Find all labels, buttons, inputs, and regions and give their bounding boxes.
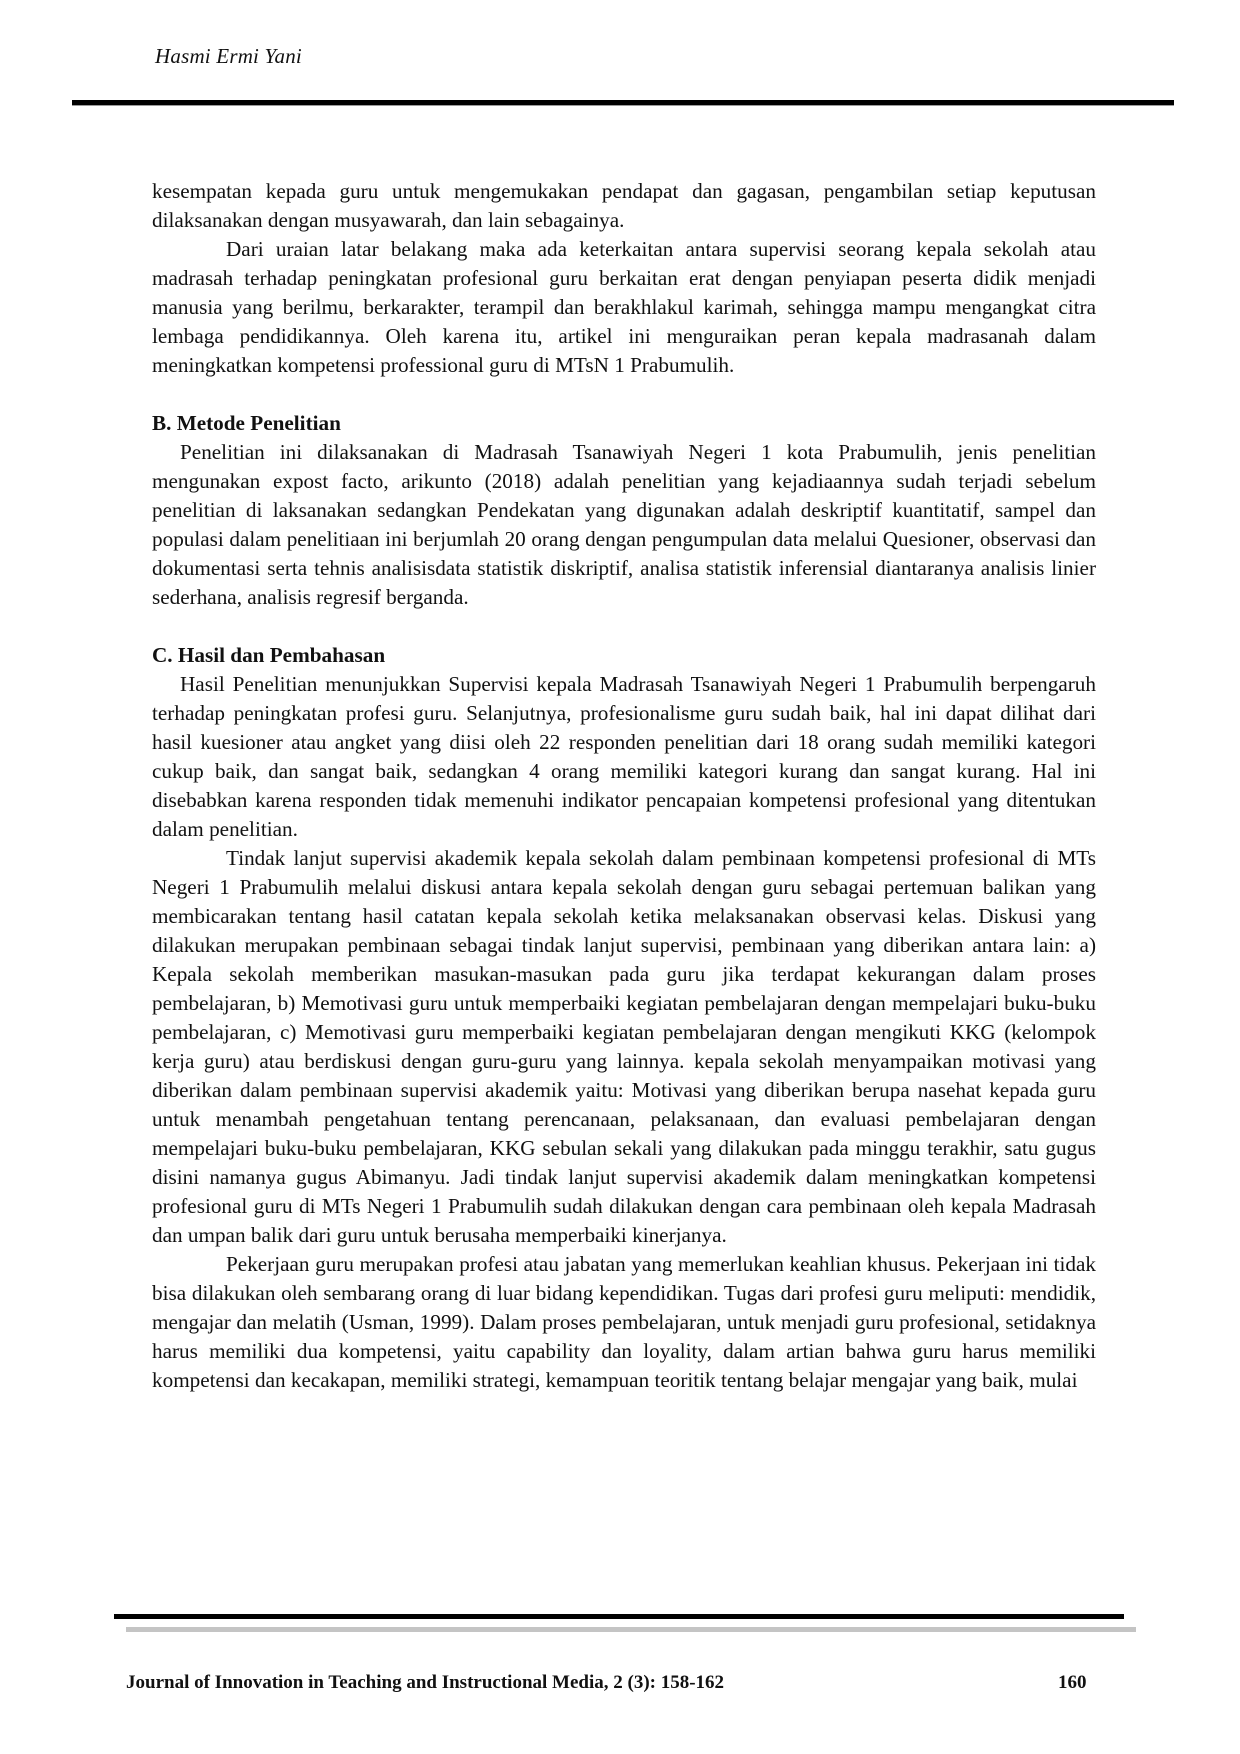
section-paragraph: Hasil Penelitian menunjukkan Supervisi kepala Madrasah Tsanawiyah Negeri 1 Prabumulih berpengaruh terhadap peningkatan profesi guru. Selanjutnya, profesionalisme guru sudah baik, hal ini dapat dilihat dari hasil kuesioner atau angket yang diisi oleh 22 responden penelitian dari 18 orang sudah memiliki kategori cukup baik, dan sangat baik, sedangkan 4 orang memiliki kategori kurang dan sangat kurang. Hal ini disebabkan karena responden tidak memenuhi indikator pencapaian kompetensi profesional yang ditentukan dalam penelitian. <box>152 672 1096 841</box>
footer-page-number: 160 <box>1058 1672 1087 1693</box>
section-title: C. Hasil dan Pembahasan <box>152 643 386 667</box>
section-paragraph: Pekerjaan guru merupakan profesi atau jabatan yang memerlukan keahlian khusus. Pekerjaan ini tidak bisa dilakukan oleh sembarang orang di luar bidang kependidikan. Tugas dari profesi guru meliputi: mendidik, mengajar dan melatih (Usman, 1999). Dalam proses pembelajaran, untuk menjadi guru profesional, setidaknya harus memiliki dua kompetensi, yaitu capability dan loyality, dalam artian bahwa guru harus memiliki kompetensi dan kecakapan, memiliki strategi, kemampuan teoritik tentang belajar mengajar yang baik, mulai <box>152 1252 1096 1392</box>
intro-paragraph-continued: kesempatan kepada guru untuk mengemukakan pendapat dan gagasan, pengambilan setiap keputusan dilaksanakan dengan musyawarah, dan lain sebagainya. <box>152 179 1096 232</box>
section-metode <box>152 409 1096 612</box>
section-title: B. Metode Penelitian <box>152 411 341 435</box>
footer-rule-black <box>114 1614 1124 1619</box>
page-content <box>152 177 1096 1395</box>
section-gap <box>152 380 1096 409</box>
section-gap <box>152 612 1096 641</box>
section-paragraph: Penelitian ini dilaksanakan di Madrasah Tsanawiyah Negeri 1 kota Prabumulih, jenis penelitian mengunakan expost facto, arikunto (2018) adalah penelitian yang kejadiaannya sudah terjadi sebelum penelitian di laksanakan sedangkan Pendekatan yang digunakan adalah deskriptif kuantitatif, sampel dan populasi dalam penelitiaan ini berjumlah 20 orang dengan pengumpulan data melalui Quesioner, observasi dan dokumentasi serta tehnis analisisdata statistik diskriptif, analisa statistik inferensial diantaranya analisis linier sederhana, analisis regresif berganda. <box>152 440 1096 609</box>
footer-rule-gray <box>126 1627 1136 1632</box>
intro-paragraph: Dari uraian latar belakang maka ada keterkaitan antara supervisi seorang kepala sekolah atau madrasah terhadap peningkatan profesional guru berkaitan erat dengan penyiapan peserta didik menjadi manusia yang berilmu, berkarakter, terampil dan berakhlakul karimah, sehingga mampu mengangkat citra lembaga pendidikannya. Oleh karena itu, artikel ini menguraikan peran kepala madrasanah dalam meningkatkan kompetensi professional guru di MTsN 1 Prabumulih. <box>152 237 1096 377</box>
section-paragraph: Tindak lanjut supervisi akademik kepala sekolah dalam pembinaan kompetensi profesional di MTs Negeri 1 Prabumulih melalui diskusi antara kepala sekolah dengan guru sebagai pertemuan balikan yang membicarakan tentang hasil catatan kepala sekolah ketika melaksanakan observasi kelas. Diskusi yang dilakukan merupakan pembinaan sebagai tindak lanjut supervisi, pembinaan yang diberikan antara lain: a) Kepala sekolah memberikan masukan-masukan pada guru jika terdapat kekurangan dalam proses pembelajaran, b) Memotivasi guru untuk memperbaiki kegiatan pembelajaran dengan mempelajari buku-buku pembelajaran, c) Memotivasi guru memperbaiki kegiatan pembelajaran dengan mengikuti KKG (kelompok kerja guru) atau berdiskusi dengan guru-guru yang lainnya. kepala sekolah menyampaikan motivasi yang diberikan dalam pembinaan supervisi akademik yaitu: Motivasi yang diberikan berupa nasehat kepada guru untuk menambah pengetahuan tentang perencanaan, pelaksanaan, dan evaluasi pembelajaran dengan mempelajari buku-buku pembelajaran, KKG sebulan sekali yang dilakukan pada minggu terakhir, satu gugus disini namanya gugus Abimanyu. Jadi tindak lanjut supervisi akademik dalam meningkatkan kompetensi profesional guru di MTs Negeri 1 Prabumulih sudah dilakukan dengan cara pembinaan oleh kepala Madrasah dan umpan balik dari guru untuk berusaha memperbaiki kinerjanya. <box>152 846 1096 1247</box>
header-rule <box>72 100 1174 106</box>
running-head: Hasmi Ermi Yani <box>155 44 302 68</box>
footer-journal-citation: Journal of Innovation in Teaching and Instructional Media, 2 (3): 158-162 <box>126 1672 725 1693</box>
section-hasil <box>152 641 1096 1395</box>
